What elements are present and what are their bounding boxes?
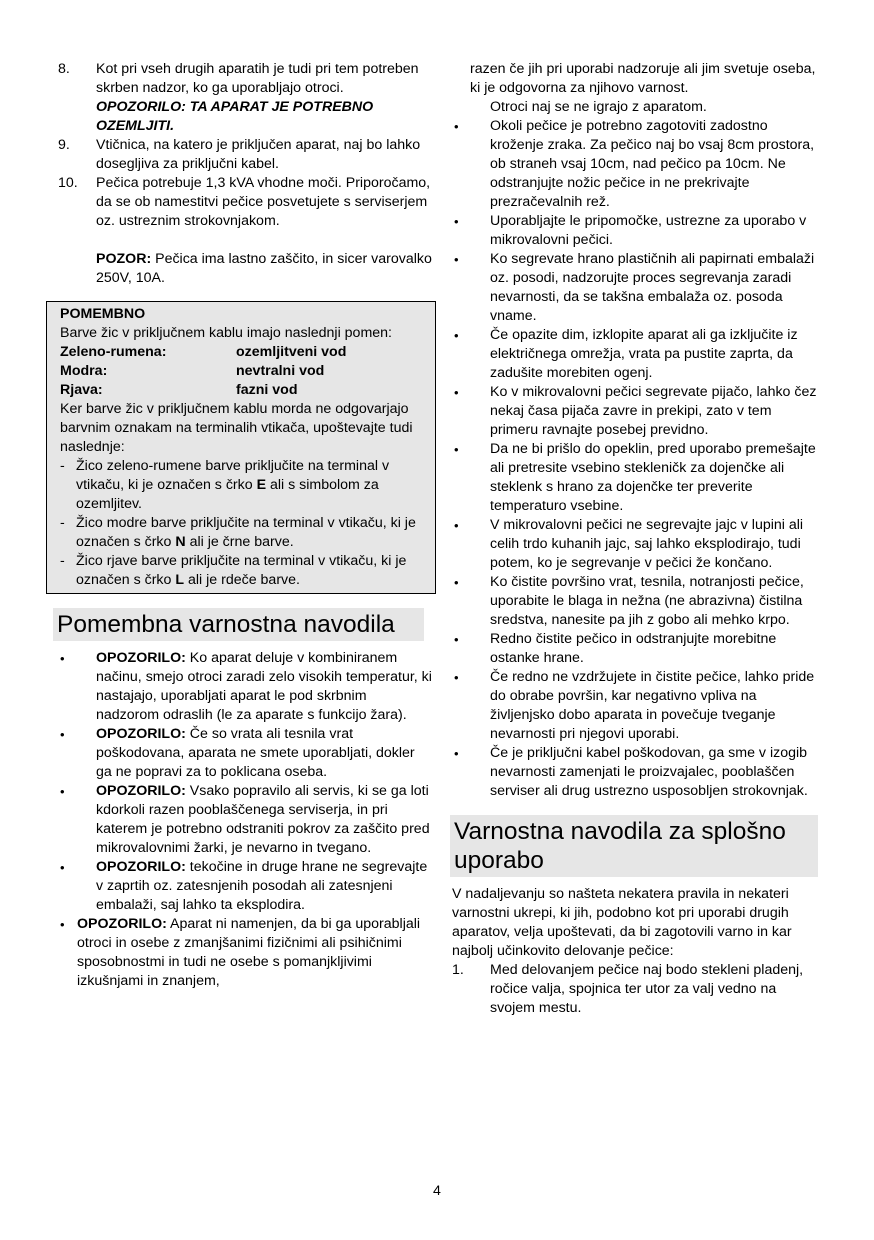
warning-label: OPOZORILO: [96, 650, 186, 666]
warning-text: Če so vrata ali tesnila vrat poškodovana, aparata ne smete uporabljati, dokler ga ne popravi za to poklicana oseba. [96, 726, 415, 780]
item-text: Vtičnica, na katero je priključen aparat, naj bo lahko dosegljiva za priključni kabel. [96, 137, 421, 172]
box-title: POMEMBNO [60, 306, 146, 322]
bullet-marker: • [454, 214, 459, 229]
bullet-text: Če redno ne vzdržujete in čistite pečice, lahko pride do obrabe površin, kar negativno vpliva na življenjsko dobo aparata in povečuje tveganje nevarnosti pri njegovi uporabi. [490, 669, 815, 742]
safety-bullet [452, 630, 820, 668]
dash-marker: - [60, 458, 65, 474]
fuse-note [96, 250, 433, 288]
wire-row-green-yellow [60, 343, 427, 362]
warning-label: OPOZORILO: [77, 916, 167, 932]
bullet-marker: • [454, 746, 459, 761]
safety-bullet [452, 212, 820, 250]
bullet-marker: • [454, 575, 459, 590]
numbered-item-1 [452, 961, 820, 1018]
dash-text: ali s simbolom za ozemljitev. [76, 477, 379, 512]
bullet-text: Redno čistite pečico in odstranjujte morebitne ostanke hrane. [490, 631, 777, 666]
safety-bullet [452, 440, 820, 516]
numbered-item-10 [58, 174, 433, 288]
bullet-marker: • [454, 328, 459, 343]
bullet-marker: • [454, 119, 459, 134]
bullet-marker: • [454, 670, 459, 685]
warning-label: OPOZORILO: [96, 859, 186, 875]
children-play-note: Otroci naj se ne igrajo z aparatom. [490, 99, 707, 115]
grounding-warning: OPOZORILO: TA APARAT JE POTREBNO OZEMLJITI. [96, 99, 374, 134]
dash-marker: - [60, 515, 65, 531]
dash-text: Žico modre barve priključite na terminal v vtikaču, ki je označen s črko [76, 515, 416, 550]
safety-bullet [452, 383, 820, 440]
bullet-text: Če opazite dim, izklopite aparat ali ga izključite iz električnega omrežja, vrata pa pustite zaprta, da zadušite morebiten ogenj. [490, 327, 798, 381]
bullet-text: V mikrovalovni pečici ne segrevajte jajc v lupini ali celih trdo kuhanih jajc, saj lahko eksplodirajo, tudi potem, ko je segrevanje v pečici že končano. [490, 517, 804, 571]
bullet-marker: • [454, 518, 459, 533]
safety-bullet [452, 250, 820, 326]
warning-text: Aparat ni namenjen, da bi ga uporabljali otroci in osebe z zmanjšanimi fizičnimi ali psihičnimi sposobnostmi in tudi ne osebe s pomanjkljivimi izkušnjami in znanjem, [77, 916, 421, 989]
bullet-text: Če je priključni kabel poškodovan, ga sme v izogib nevarnosti zamenjati le proizvajalec, pooblaščen serviser ali drug ustrezno usposobljen strokovnjak. [490, 745, 808, 799]
dash-text: Žico zeleno-rumene barve priključite na terminal v vtikaču, ki je označen s črko [76, 458, 390, 493]
bullet-marker: • [60, 784, 65, 799]
dash-text: ali je rdeče barve. [184, 572, 300, 588]
item-text: Pečica potrebuje 1,3 kVA vhodne moči. Priporočamo, da se ob namestitvi pečice posvetujete s serviserjem oz. ustreznim strokovnjakom. [96, 175, 431, 229]
item-number: 9. [58, 137, 70, 153]
dash-text: ali je črne barve. [185, 534, 294, 550]
item-text: Kot pri vseh drugih aparatih je tudi pri tem potreben skrben nadzor, ko ga uporabljajo otroci. [96, 61, 419, 96]
bullet-marker: • [60, 651, 65, 666]
warning-bullet [58, 915, 433, 991]
dash-item [60, 514, 427, 552]
safety-bullet [452, 516, 820, 573]
wire-meaning: nevtralni vod [236, 363, 325, 379]
wire-color: Zeleno-rumena: [60, 344, 167, 360]
bullet-marker: • [60, 917, 65, 932]
safety-bullet [452, 326, 820, 383]
section-heading-safety: Pomembna varnostna navodila [53, 608, 424, 641]
dash-item [60, 457, 427, 514]
continuation-text: razen če jih pri uporabi nadzoruje ali jim svetuje oseba, ki je odgovorna za njihovo varnost. [470, 61, 816, 96]
bullet-marker: • [454, 252, 459, 267]
warning-label: OPOZORILO: [96, 726, 186, 742]
item-number: 8. [58, 61, 70, 77]
bullet-marker: • [60, 860, 65, 875]
warning-bullet [58, 725, 433, 782]
wire-row-brown [60, 381, 427, 400]
bullet-text: Da ne bi prišlo do opeklin, pred uporabo premešajte ali pretresite vsebino stekleničk za dojenčke ali steklenk s hrano za dojenčke ter preverite temperaturo vsebine. [490, 441, 816, 514]
bullet-marker: • [454, 385, 459, 400]
bullet-text: Ko čistite površino vrat, tesnila, notranjosti pečice, uporabite le blaga in nežna (ne abrazivna) čistilna sredstva, nanesite pa jih z gobo ali mehko krpo. [490, 574, 804, 628]
wire-meaning: ozemljitveni vod [236, 344, 347, 360]
terminal-letter: E [256, 477, 267, 493]
item-number: 10. [58, 175, 78, 191]
warning-text: tekočine in druge hrane ne segrevajte v zaprtih oz. zatesnjenih posodah ali zatesnjeni embalaži, saj lahko ta eksplodira. [96, 859, 428, 913]
safety-bullet [452, 744, 820, 801]
warning-text: Vsako popravilo ali servis, ki se ga loti kdorkoli razen pooblaščenega serviserja, in pri katerem je potrebno odstraniti pokrov za zaščito pred mikrovalovnimi žarki, je nevarno in tvegano. [96, 783, 430, 856]
warning-label: OPOZORILO: [96, 783, 186, 799]
dash-text: Žico rjave barve priključite na terminal v vtikaču, ki je označen s črko [76, 553, 407, 588]
note-label: POZOR: [96, 251, 152, 267]
dash-marker: - [60, 553, 65, 569]
left-column [58, 60, 433, 991]
bullet-text: Ko v mikrovalovni pečici segrevate pijačo, lahko čez nekaj časa pijača zavre in prekipi, zato v tem primeru ravnajte posebej previdno. [490, 384, 817, 438]
safety-bullet [452, 117, 820, 212]
note-text: Pečica ima lastno zaščito, in sicer varovalko 250V, 10A. [96, 251, 432, 286]
box-intro: Barve žic v priključnem kablu imajo naslednji pomen: [60, 325, 392, 341]
wire-meaning: fazni vod [236, 382, 298, 398]
bullet-text: Ko segrevate hrano plastičnih ali papirnati embalaži oz. posodi, nadzorujte proces segrevanja zaradi nevarnosti, da se takšna embalaža oz. posoda vname. [490, 251, 815, 324]
general-use-intro: V nadaljevanju so našteta nekatera pravila in nekateri varnostni ukrepi, ki jih, podobno kot pri uporabi drugih aparatov, velja upoštevati, da bi zagotovili varno in kar najbolj učinkovito delovanje pečice: [452, 886, 792, 959]
bullet-marker: • [60, 727, 65, 742]
safety-bullet [452, 573, 820, 630]
wire-color: Modra: [60, 363, 108, 379]
safety-bullet [452, 668, 820, 744]
right-column [452, 60, 820, 1018]
warning-bullet [58, 858, 433, 915]
section-heading-general-use: Varnostna navodila za splošno uporabo [450, 815, 818, 877]
box-paragraph: Ker barve žic v priključnem kablu morda ne odgovarjajo barvnim oznakam na terminalih vtikača, upoštevajte tudi naslednje: [60, 401, 413, 455]
item-text: Med delovanjem pečice naj bodo stekleni pladenj, ročice valja, spojnica ter utor za valj vedno na svojem mestu. [490, 962, 804, 1016]
numbered-item-9 [58, 136, 433, 174]
bullet-marker: • [454, 442, 459, 457]
bullet-marker: • [454, 632, 459, 647]
dash-item [60, 552, 427, 590]
terminal-letter: L [175, 572, 185, 588]
warning-bullet [58, 649, 433, 725]
wire-row-blue [60, 362, 427, 381]
item-number: 1. [452, 962, 464, 978]
important-box [46, 301, 436, 594]
page-number: 4 [433, 1183, 441, 1199]
numbered-item-8 [58, 60, 433, 136]
bullet-text: Uporabljajte le pripomočke, ustrezne za uporabo v mikrovalovni pečici. [490, 213, 807, 248]
terminal-letter: N [175, 534, 186, 550]
bullet-text: Okoli pečice je potrebno zagotoviti zadostno kroženje zraka. Za pečico naj bo vsaj 8cm prostora, ob straneh vsaj 10cm, nad pečico pa 10cm. Ne odstranjujte nožic pečice in ne prekrivajte prezračevalnih rež. [490, 118, 815, 210]
warning-bullet [58, 782, 433, 858]
warning-text: Ko aparat deluje v kombiniranem načinu, smejo otroci zaradi zelo visokih temperatur, ki nastajajo, uporabljati aparat le pod skrbnim nadzorom odraslih (le za aparate s funkcijo žara). [96, 650, 432, 723]
wire-color: Rjava: [60, 382, 103, 398]
